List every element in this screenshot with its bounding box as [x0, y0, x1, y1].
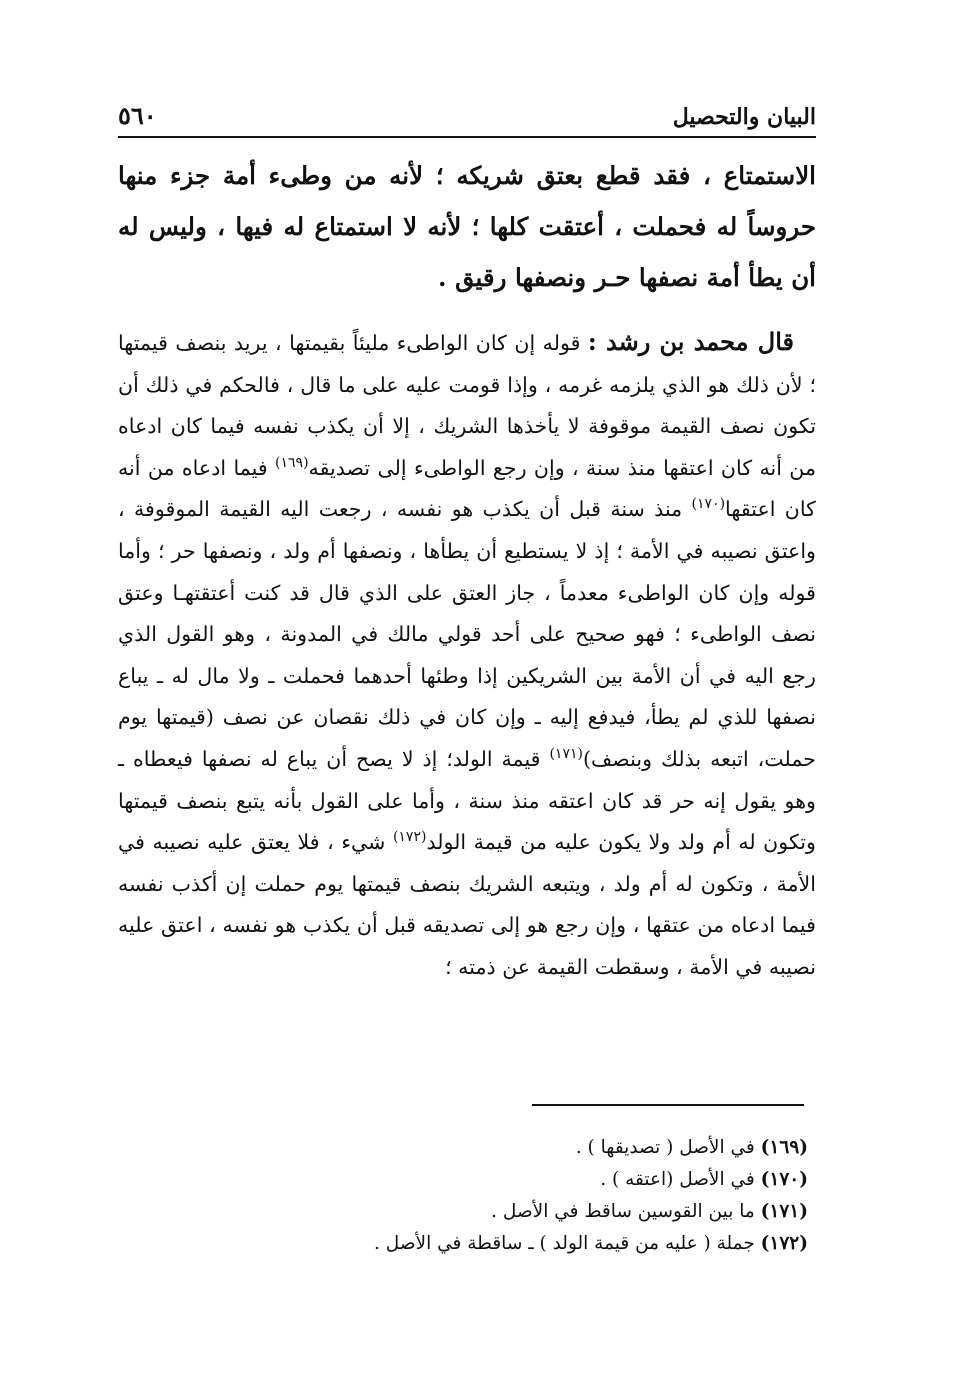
page-header — [118, 86, 816, 138]
footnote-ref-172[interactable]: (١٧٢) — [392, 829, 427, 846]
commentary-paragraph — [118, 321, 816, 989]
footnote-text: جملة ( عليه من قيمة الولد ) ـ ساقطة في الأصل . — [374, 1233, 761, 1254]
footnote-number: (١٧٠) — [760, 1169, 808, 1190]
footnote-divider — [532, 1104, 804, 1106]
footnote-item — [118, 1132, 808, 1164]
footnote-ref-169[interactable]: (١٦٩) — [275, 454, 309, 471]
footnote-number: (١٧١) — [760, 1201, 808, 1222]
commentary-lead: قال محمد بن رشد : — [587, 327, 794, 356]
body-text — [118, 150, 816, 989]
footnote-item — [118, 1228, 808, 1260]
footnote-item — [118, 1164, 808, 1196]
running-title: البيان والتحصيل — [672, 104, 816, 130]
footnotes-list — [118, 1132, 808, 1260]
paragraph-segment: فيما ادعاه من أنه كان اعتقها — [118, 455, 816, 522]
footnote-number: (١٧٢) — [760, 1233, 808, 1254]
paragraph-segment: شيء ، فلا يعتق عليه نصيبه في الأمة ، وتكون له أم ولد ، ويتبعه الشريك بنصف قيمتها يوم حملت إن أكذب نفسه فيما ادعاه من عتقها ، وإن رجع هو إلى تصديقه قبل أن يكذب هو نفسه ، اعتق عليه نصيبه في الأمة ، وسقطت القيمة عن ذمته ؛ — [118, 830, 816, 979]
footnote-text: ما بين القوسين ساقط في الأصل . — [491, 1201, 761, 1222]
paragraph-segment: قوله إن كان الواطىء مليئاً بقيمتها ، يريد بنصف قيمتها ؛ لأن ذلك هو الذي يلزمه غرمه ، وإذا قومت عليه على ما قال ، فالحكم في ذلك أن تكون نصف القيمة موقوفة لا يأخذها الشريك ، إلا أن يكذب نفسه فيما كان ادعاه من أنه كان اعتقها منذ سنة ، وإن رجع الواطىء إلى تصديقه — [118, 331, 816, 480]
footnote-text: في الأصل ( تصديقها ) . — [575, 1137, 761, 1158]
footnote-number: (١٦٩) — [760, 1137, 808, 1158]
paragraph-segment: منذ سنة قبل أن يكذب هو نفسه ، رجعت اليه القيمة الموقوفة ، واعتق نصيبه في الأمة ؛ إذ لا يستطيع أن يطأها ، ونصفها أم ولد ، ونصفها حر ؛ وأما قوله وإن كان الواطىء معدماً ، جاز العتق على الذي قال قد كنت أعتقتهـا وعتق نصف الواطىء ؛ فهو صحيح على أحد قولي مالك في المدونة ، وهو القول الذي رجع اليه في أن الأمة بين الشريكين إذا وطئها أحدهما فحملت ـ ولا مال له ـ يباع نصفها للذي لم يطأ، فيدفع إليه ـ وإن كان في ذلك نقصان عن نصف (قيمتها يوم حملت، اتبعه بذلك وبنصف) — [118, 497, 816, 771]
footnote-item — [118, 1196, 808, 1228]
footnote-text: في الأصل (اعتقه ) . — [600, 1169, 761, 1190]
paragraph-segment: قيمة الولد؛ إذ لا يصح أن يباع له نصفها فيعطاه ـ وهو يقول إنه حر قد كان اعتقه منذ سنة ، وأما على القول بأنه يتبع بنصف قيمتها وتكون له أم ولد ولا يكون عليه من قيمة الولد — [118, 746, 816, 855]
footnote-ref-171[interactable]: (١٧١) — [549, 746, 583, 763]
bold-paragraph: الاستمتاع ، فقد قطع بعتق شريكه ؛ لأنه من وطىء أمة جزء منها حروساً له فحملت ، أعتقت كلها ؛ لأنه لا استمتاع له فيها ، وليس له أن يطأ أمة نصفها حـر ونصفها رقيق . — [118, 161, 816, 292]
page-number: ٥٦٠ — [118, 101, 157, 130]
footnote-ref-170[interactable]: (١٧٠) — [691, 496, 726, 513]
